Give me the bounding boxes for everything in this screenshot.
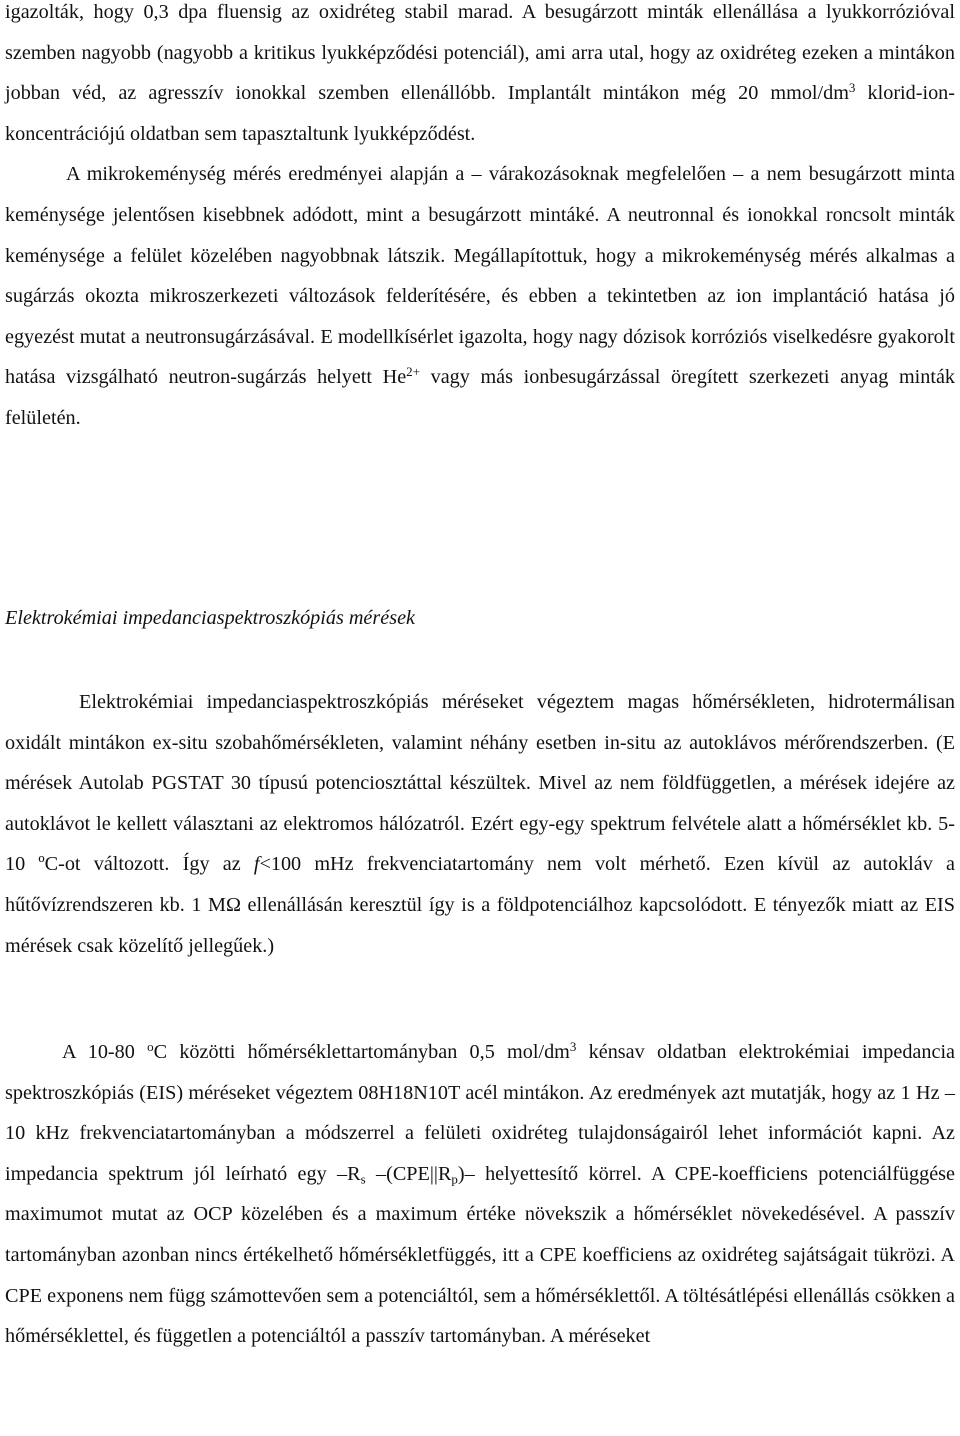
paragraph-eis-meresek <box>5 682 955 966</box>
document-page <box>5 0 956 1348</box>
section-eis-results <box>5 1032 955 1357</box>
section-heading-eis: Elektrokémiai impedanciaspektroszkópiás mérések <box>5 607 415 629</box>
paragraph-mikrokemenyseg <box>5 154 955 438</box>
superscript: 3 <box>569 1038 577 1054</box>
text-span: kénsav oldatban elektrokémiai impedancia spektroszkópiás (EIS) méréseket végeztem 08H18N10T acél mintákon. Az eredmények azt mutatják, hogy az 1 Hz – 10 kHz frekvenciatartományban a módszerrel a felületi oxidréteg tulajdonságairól lehet információt kapni. Az impedancia spektrum jól leírható egy –R <box>5 1041 956 1185</box>
superscript: o <box>147 1038 154 1054</box>
text-span: klorid-ion-koncentrációjú oldatban sem tapasztaltunk lyukképződést. <box>5 82 955 145</box>
text-span: )– helyettesítő körrel. A CPE-koefficiens potenciálfüggése maximumot mutat az OCP közelében és a maximum értéke növekszik a hőmérséklet növekedésével. A passzív tartományban azonban nincs értékelhető hőmérsékletfüggés, itt a CPE koefficiens az oxidréteg sajátságait tükrözi. A CPE exponens nem függ számottevően sem a potenciáltól, sem a hőmérséklettől. A töltésátlépési ellenállás csökken a hőmérséklettel, és független a potenciáltól a passzív tartományban. A méréseket <box>5 1162 955 1348</box>
superscript: 3 <box>848 80 856 96</box>
paragraph-besugarzott-mintak <box>5 0 955 154</box>
text-span: <100 mHz frekvenciatartomány nem volt mérhető. Ezen kívül az autokláv a hűtővízrendszeren kb. 1 MΩ ellenállásán keresztül így is a földpotenciálhoz kapcsolódott. E tényezők miatt az EIS mérések csak közelítő jellegűek.) <box>5 853 955 957</box>
subscript: s <box>360 1171 366 1187</box>
text-span: igazolták, hogy 0,3 dpa fluensig az oxidréteg stabil marad. A besugárzott minták ellenállása a lyukkorrózióval szemben nagyobb (nagyobb a kritikus lyukképződési potenciál), ami arra utal, hogy az oxidréteg ezeken a mintákon jobban véd, az agresszív ionokkal szemben ellenállóbb. Implantált mintákon még 20 mmol/dm <box>5 1 955 105</box>
subscript: p <box>451 1171 458 1187</box>
section-eis-intro <box>5 682 955 966</box>
italic-symbol: f <box>253 853 260 876</box>
superscript: 2+ <box>406 364 421 380</box>
text-span: A 10-80 <box>62 1041 148 1063</box>
text-span: A mikrokeménység mérés eredményei alapján a – várakozásoknak megfelelően – a nem besugárzott minta keménysége jelentősen kisebbnek adódott, mint a besugárzott mintáké. A neutronnal és ionokkal roncsolt minták keménysége a felület közelében nagyobbnak látszik. Megállapítottuk, hogy a mikrokeménység mérés alkalmas a sugárzás okozta mikroszerkezeti változások felderítésére, és ebben a tekintetben az ion implantáció hatása jó egyezést mutat a neutronsugárzásával. E modellkísérlet igazolta, hogy nagy dózisok korróziós viselkedésre gyakorolt hatása vizsgálható neutron-sugárzás helyett He <box>5 163 955 389</box>
text-span: C közötti hőmérséklettartományban 0,5 mol/dm <box>153 1041 570 1063</box>
text-span: –(CPE||R <box>365 1162 452 1185</box>
paragraph-eis-eredmenyek <box>5 1032 955 1357</box>
text-span: vagy más ionbesugárzással öregített szerkezeti anyag minták felületén. <box>5 366 956 429</box>
text-span: Elektrokémiai impedanciaspektroszkópiás méréseket végeztem magas hőmérsékleten, hidrotermálisan oxidált mintákon ex-situ szobahőmérsékleten, valamint néhány esetben in-situ az autoklávos mérőrendszerben. (E mérések Autolab PGSTAT 30 típusú potenciosztáttal készültek. Mivel az nem földfüggetlen, a mérések idejére az autoklávot le kellett választani az elektromos hálózatról. Ezért egy-egy spektrum felvétele alatt a hőmérséklet kb. 5-10 ºC-ot változott. Így az <box>5 691 955 876</box>
